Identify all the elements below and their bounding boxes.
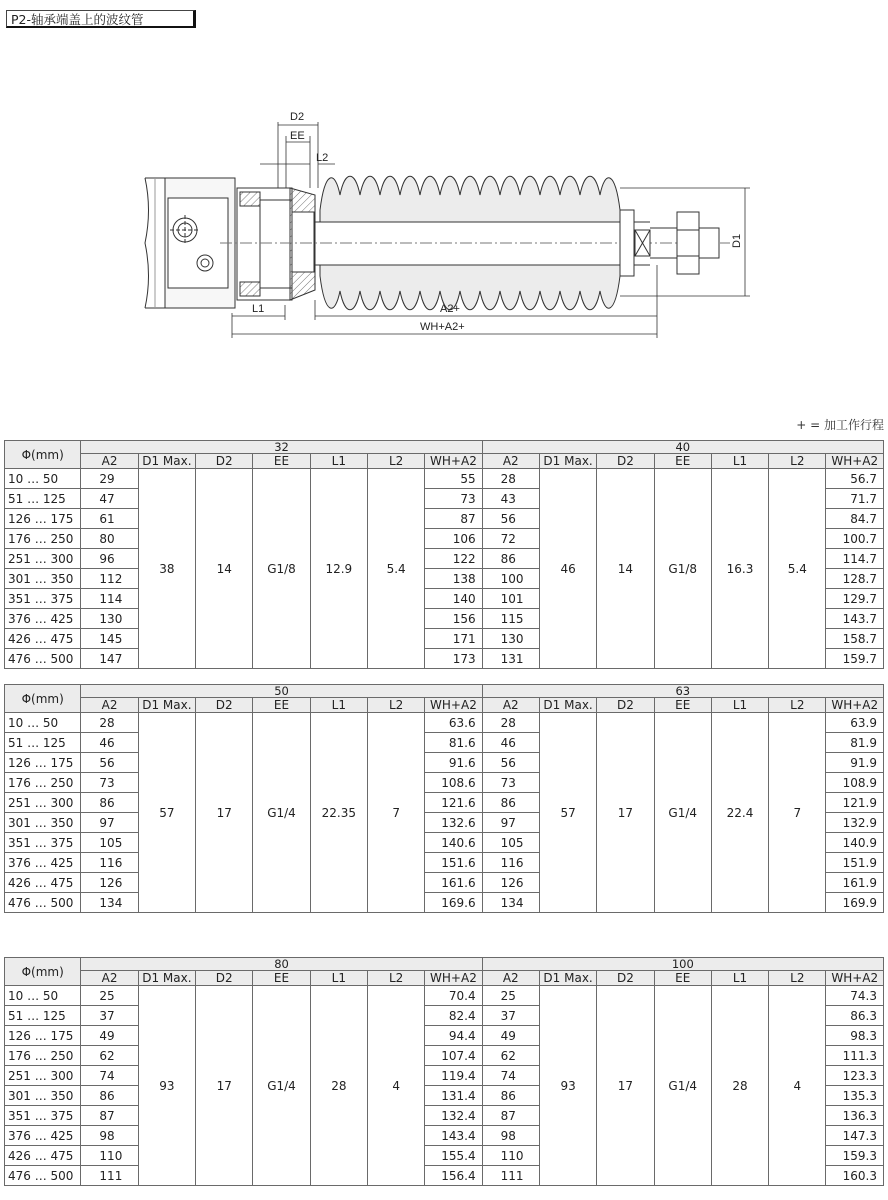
- wh-a2-cell: 159.7: [826, 649, 884, 669]
- a2-cell: 134: [482, 893, 539, 913]
- column-header: EE: [654, 454, 711, 469]
- a2-cell: 100: [482, 569, 539, 589]
- range-cell: 426 … 475: [5, 1146, 81, 1166]
- wh-a2-cell: 143.4: [425, 1126, 482, 1146]
- d1-cell: 93: [138, 986, 195, 1186]
- spec-table: [4, 684, 884, 913]
- range-cell: 10 … 50: [5, 469, 81, 489]
- d2-cell: 17: [196, 713, 253, 913]
- range-cell: 426 … 475: [5, 629, 81, 649]
- column-header: A2: [482, 698, 539, 713]
- a2-cell: 28: [81, 713, 138, 733]
- bellows-bottom: [320, 265, 620, 310]
- a2-cell: 112: [81, 569, 138, 589]
- a2-cell: 43: [482, 489, 539, 509]
- wh-a2-cell: 140: [425, 589, 482, 609]
- bellows-drawing: [130, 100, 770, 350]
- a2-cell: 62: [81, 1046, 138, 1066]
- wh-a2-cell: 161.6: [425, 873, 482, 893]
- l2-cell: 5.4: [769, 469, 826, 669]
- a2-cell: 110: [482, 1146, 539, 1166]
- range-cell: 301 … 350: [5, 1086, 81, 1106]
- column-header: A2: [482, 454, 539, 469]
- d1-cell: 46: [539, 469, 596, 669]
- wh-a2-cell: 121.9: [826, 793, 884, 813]
- range-cell: 351 … 375: [5, 589, 81, 609]
- spec-table: [4, 957, 884, 1186]
- a2-cell: 87: [482, 1106, 539, 1126]
- column-header: WH+A2: [425, 454, 482, 469]
- d2-cell: 14: [597, 469, 654, 669]
- wh-a2-cell: 108.6: [425, 773, 482, 793]
- column-header: L2: [367, 971, 424, 986]
- phi-header: Φ(mm): [5, 441, 81, 469]
- column-header: WH+A2: [826, 698, 884, 713]
- d2-cell: 17: [196, 986, 253, 1186]
- range-cell: 476 … 500: [5, 1166, 81, 1186]
- wh-a2-cell: 100.7: [826, 529, 884, 549]
- a2-cell: 126: [81, 873, 138, 893]
- column-header: L1: [310, 971, 367, 986]
- wh-a2-cell: 111.3: [826, 1046, 884, 1066]
- column-header: D2: [597, 971, 654, 986]
- d1-cell: 38: [138, 469, 195, 669]
- column-header: D2: [196, 971, 253, 986]
- label-d1: D1: [731, 233, 743, 248]
- a2-cell: 46: [482, 733, 539, 753]
- d1-cell: 57: [539, 713, 596, 913]
- a2-cell: 130: [482, 629, 539, 649]
- d1-cell: 57: [138, 713, 195, 913]
- column-header: L2: [769, 454, 826, 469]
- a2-cell: 61: [81, 509, 138, 529]
- range-cell: 301 … 350: [5, 813, 81, 833]
- range-cell: 176 … 250: [5, 1046, 81, 1066]
- column-header: A2: [81, 454, 138, 469]
- a2-cell: 87: [81, 1106, 138, 1126]
- wh-a2-cell: 70.4: [425, 986, 482, 1006]
- column-header: D1 Max.: [539, 698, 596, 713]
- range-cell: 51 … 125: [5, 489, 81, 509]
- column-header: L1: [310, 454, 367, 469]
- wh-a2-cell: 91.6: [425, 753, 482, 773]
- wh-a2-cell: 94.4: [425, 1026, 482, 1046]
- a2-cell: 111: [81, 1166, 138, 1186]
- a2-cell: 105: [482, 833, 539, 853]
- d1-cell: 93: [539, 986, 596, 1186]
- wh-a2-cell: 155.4: [425, 1146, 482, 1166]
- wh-a2-cell: 140.9: [826, 833, 884, 853]
- a2-cell: 28: [482, 469, 539, 489]
- column-header: L2: [769, 971, 826, 986]
- wh-a2-cell: 131.4: [425, 1086, 482, 1106]
- a2-cell: 86: [482, 549, 539, 569]
- label-wh-a2: WH+A2+: [420, 321, 465, 333]
- column-header: WH+A2: [425, 971, 482, 986]
- l1-cell: 28: [711, 986, 768, 1186]
- a2-cell: 74: [81, 1066, 138, 1086]
- wh-a2-cell: 81.9: [826, 733, 884, 753]
- wh-a2-cell: 156: [425, 609, 482, 629]
- range-cell: 426 … 475: [5, 873, 81, 893]
- range-cell: 476 … 500: [5, 893, 81, 913]
- wh-a2-cell: 169.6: [425, 893, 482, 913]
- a2-cell: 37: [81, 1006, 138, 1026]
- a2-cell: 25: [81, 986, 138, 1006]
- a2-cell: 80: [81, 529, 138, 549]
- a2-cell: 116: [482, 853, 539, 873]
- wh-a2-cell: 106: [425, 529, 482, 549]
- ee-cell: G1/8: [253, 469, 310, 669]
- a2-cell: 28: [482, 713, 539, 733]
- a2-cell: 46: [81, 733, 138, 753]
- wh-a2-cell: 169.9: [826, 893, 884, 913]
- range-cell: 376 … 425: [5, 609, 81, 629]
- stroke-note: + = 加工作行程: [796, 418, 884, 432]
- wh-a2-cell: 81.6: [425, 733, 482, 753]
- ee-cell: G1/4: [654, 713, 711, 913]
- a2-cell: 98: [81, 1126, 138, 1146]
- table-row: [5, 713, 884, 733]
- wh-a2-cell: 132.9: [826, 813, 884, 833]
- d2-cell: 17: [597, 713, 654, 913]
- wh-a2-cell: 121.6: [425, 793, 482, 813]
- a2-cell: 49: [81, 1026, 138, 1046]
- wh-a2-cell: 135.3: [826, 1086, 884, 1106]
- a2-cell: 56: [482, 509, 539, 529]
- a2-cell: 29: [81, 469, 138, 489]
- range-cell: 351 … 375: [5, 1106, 81, 1126]
- wh-a2-cell: 108.9: [826, 773, 884, 793]
- a2-cell: 25: [482, 986, 539, 1006]
- bore-header: 50: [81, 685, 482, 698]
- wh-a2-cell: 136.3: [826, 1106, 884, 1126]
- wh-a2-cell: 56.7: [826, 469, 884, 489]
- wh-a2-cell: 63.6: [425, 713, 482, 733]
- ee-cell: G1/4: [253, 986, 310, 1186]
- wh-a2-cell: 71.7: [826, 489, 884, 509]
- bore-header: 80: [81, 958, 482, 971]
- l2-cell: 4: [769, 986, 826, 1186]
- table-row: [5, 469, 884, 489]
- range-cell: 126 … 175: [5, 1026, 81, 1046]
- range-cell: 176 … 250: [5, 529, 81, 549]
- wh-a2-cell: 114.7: [826, 549, 884, 569]
- column-header: D1 Max.: [138, 971, 195, 986]
- wh-a2-cell: 107.4: [425, 1046, 482, 1066]
- bore-header: 63: [482, 685, 883, 698]
- label-l2: L2: [316, 152, 329, 164]
- wh-a2-cell: 158.7: [826, 629, 884, 649]
- column-header: L1: [711, 454, 768, 469]
- a2-cell: 56: [81, 753, 138, 773]
- a2-cell: 114: [81, 589, 138, 609]
- column-header: WH+A2: [826, 971, 884, 986]
- a2-cell: 74: [482, 1066, 539, 1086]
- wh-a2-cell: 161.9: [826, 873, 884, 893]
- column-header: D2: [597, 454, 654, 469]
- wh-a2-cell: 86.3: [826, 1006, 884, 1026]
- wh-a2-cell: 173: [425, 649, 482, 669]
- a2-cell: 98: [482, 1126, 539, 1146]
- wh-a2-cell: 63.9: [826, 713, 884, 733]
- a2-cell: 130: [81, 609, 138, 629]
- a2-cell: 72: [482, 529, 539, 549]
- a2-cell: 47: [81, 489, 138, 509]
- wh-a2-cell: 55: [425, 469, 482, 489]
- a2-cell: 147: [81, 649, 138, 669]
- wh-a2-cell: 159.3: [826, 1146, 884, 1166]
- wh-a2-cell: 132.6: [425, 813, 482, 833]
- range-cell: 126 … 175: [5, 753, 81, 773]
- range-cell: 126 … 175: [5, 509, 81, 529]
- range-cell: 301 … 350: [5, 569, 81, 589]
- table-row: [5, 986, 884, 1006]
- hex-nut: [677, 212, 699, 274]
- ee-cell: G1/4: [253, 713, 310, 913]
- column-header: L2: [367, 454, 424, 469]
- phi-header: Φ(mm): [5, 685, 81, 713]
- bore-header: 100: [482, 958, 883, 971]
- column-header: L2: [367, 698, 424, 713]
- range-cell: 376 … 425: [5, 853, 81, 873]
- spec-table: [4, 440, 884, 669]
- wh-a2-cell: 160.3: [826, 1166, 884, 1186]
- page-title: P2-轴承端盖上的波纹管: [6, 10, 196, 28]
- column-header: WH+A2: [425, 698, 482, 713]
- label-d2: D2: [290, 111, 305, 123]
- column-header: EE: [253, 971, 310, 986]
- label-l1: L1: [252, 303, 265, 315]
- a2-cell: 126: [482, 873, 539, 893]
- a2-cell: 101: [482, 589, 539, 609]
- column-header: D1 Max.: [138, 698, 195, 713]
- column-header: A2: [81, 698, 138, 713]
- range-cell: 176 … 250: [5, 773, 81, 793]
- wh-a2-cell: 123.3: [826, 1066, 884, 1086]
- a2-cell: 110: [81, 1146, 138, 1166]
- bore-header: 40: [482, 441, 883, 454]
- wh-a2-cell: 74.3: [826, 986, 884, 1006]
- l2-cell: 7: [769, 713, 826, 913]
- a2-cell: 86: [482, 1086, 539, 1106]
- wh-a2-cell: 122: [425, 549, 482, 569]
- range-cell: 251 … 300: [5, 793, 81, 813]
- label-ee: EE: [290, 130, 305, 142]
- d2-cell: 14: [196, 469, 253, 669]
- bore-header: 32: [81, 441, 482, 454]
- column-header: D2: [196, 698, 253, 713]
- column-header: A2: [81, 971, 138, 986]
- wh-a2-cell: 128.7: [826, 569, 884, 589]
- l2-cell: 5.4: [367, 469, 424, 669]
- column-header: L2: [769, 698, 826, 713]
- range-cell: 351 … 375: [5, 833, 81, 853]
- column-header: EE: [654, 698, 711, 713]
- column-header: WH+A2: [826, 454, 884, 469]
- l1-cell: 22.35: [310, 713, 367, 913]
- wh-a2-cell: 151.9: [826, 853, 884, 873]
- a2-cell: 134: [81, 893, 138, 913]
- wh-a2-cell: 84.7: [826, 509, 884, 529]
- a2-cell: 49: [482, 1026, 539, 1046]
- ee-cell: G1/4: [654, 986, 711, 1186]
- a2-cell: 56: [482, 753, 539, 773]
- a2-cell: 86: [482, 793, 539, 813]
- a2-cell: 116: [81, 853, 138, 873]
- label-a2: A2+: [440, 303, 460, 315]
- wh-a2-cell: 82.4: [425, 1006, 482, 1026]
- l2-cell: 4: [367, 986, 424, 1186]
- column-header: D2: [597, 698, 654, 713]
- phi-header: Φ(mm): [5, 958, 81, 986]
- l2-cell: 7: [367, 713, 424, 913]
- l1-cell: 16.3: [711, 469, 768, 669]
- wh-a2-cell: 129.7: [826, 589, 884, 609]
- range-cell: 251 … 300: [5, 1066, 81, 1086]
- wh-a2-cell: 91.9: [826, 753, 884, 773]
- ee-cell: G1/8: [654, 469, 711, 669]
- a2-cell: 37: [482, 1006, 539, 1026]
- wh-a2-cell: 98.3: [826, 1026, 884, 1046]
- a2-cell: 145: [81, 629, 138, 649]
- column-header: EE: [253, 698, 310, 713]
- wh-a2-cell: 73: [425, 489, 482, 509]
- range-cell: 10 … 50: [5, 713, 81, 733]
- column-header: L1: [711, 971, 768, 986]
- l1-cell: 28: [310, 986, 367, 1186]
- a2-cell: 62: [482, 1046, 539, 1066]
- range-cell: 10 … 50: [5, 986, 81, 1006]
- range-cell: 476 … 500: [5, 649, 81, 669]
- column-header: D1 Max.: [539, 454, 596, 469]
- column-header: L1: [711, 698, 768, 713]
- range-cell: 251 … 300: [5, 549, 81, 569]
- wh-a2-cell: 156.4: [425, 1166, 482, 1186]
- a2-cell: 111: [482, 1166, 539, 1186]
- a2-cell: 86: [81, 793, 138, 813]
- wh-a2-cell: 147.3: [826, 1126, 884, 1146]
- wh-a2-cell: 87: [425, 509, 482, 529]
- a2-cell: 73: [482, 773, 539, 793]
- wh-a2-cell: 119.4: [425, 1066, 482, 1086]
- wh-a2-cell: 171: [425, 629, 482, 649]
- range-cell: 51 … 125: [5, 733, 81, 753]
- a2-cell: 105: [81, 833, 138, 853]
- wh-a2-cell: 132.4: [425, 1106, 482, 1126]
- range-cell: 51 … 125: [5, 1006, 81, 1026]
- port-face: [168, 198, 228, 288]
- wh-a2-cell: 151.6: [425, 853, 482, 873]
- a2-cell: 86: [81, 1086, 138, 1106]
- column-header: EE: [253, 454, 310, 469]
- d2-cell: 17: [597, 986, 654, 1186]
- a2-cell: 131: [482, 649, 539, 669]
- column-header: A2: [482, 971, 539, 986]
- wh-a2-cell: 138: [425, 569, 482, 589]
- column-header: L1: [310, 698, 367, 713]
- a2-cell: 73: [81, 773, 138, 793]
- column-header: D1 Max.: [539, 971, 596, 986]
- a2-cell: 97: [81, 813, 138, 833]
- a2-cell: 97: [482, 813, 539, 833]
- range-cell: 376 … 425: [5, 1126, 81, 1146]
- l1-cell: 22.4: [711, 713, 768, 913]
- a2-cell: 115: [482, 609, 539, 629]
- column-header: D1 Max.: [138, 454, 195, 469]
- column-header: EE: [654, 971, 711, 986]
- l1-cell: 12.9: [310, 469, 367, 669]
- column-header: D2: [196, 454, 253, 469]
- wh-a2-cell: 143.7: [826, 609, 884, 629]
- wh-a2-cell: 140.6: [425, 833, 482, 853]
- bellows-top: [320, 176, 620, 222]
- a2-cell: 96: [81, 549, 138, 569]
